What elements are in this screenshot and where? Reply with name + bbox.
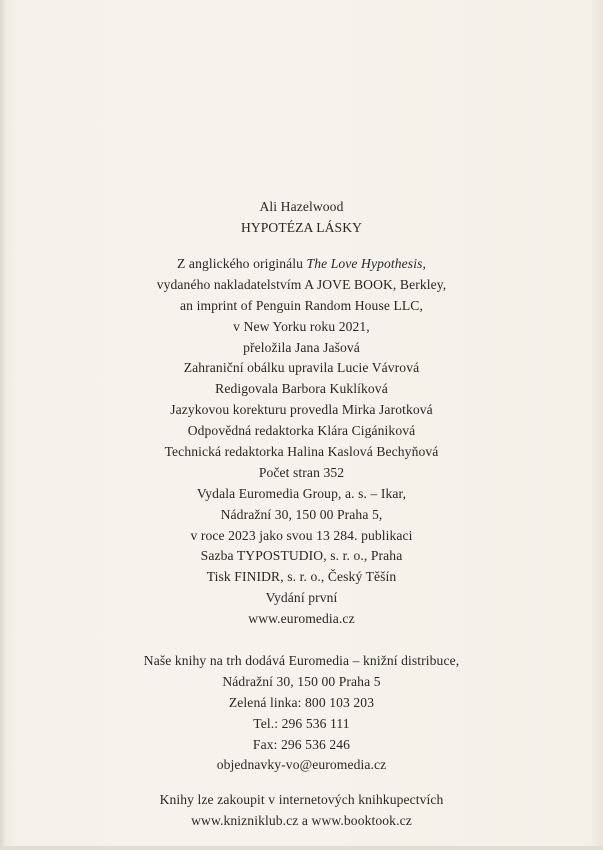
colophon-line: Redigovala Barbora Kuklíková bbox=[215, 381, 388, 397]
shops-line: Knihy lze zakoupit v internetových knihkupectvích bbox=[159, 792, 444, 807]
colophon-line: v New Yorku roku 2021, bbox=[233, 318, 370, 334]
original-prefix: Z anglického originálu bbox=[177, 256, 307, 271]
colophon-line: přeložila Jana Jašová bbox=[243, 339, 360, 355]
author-name: Ali Hazelwood bbox=[259, 199, 344, 214]
colophon-line: Odpovědná redaktorka Klára Cigániková bbox=[187, 423, 416, 439]
hotline: Zelená linka: 800 103 203 bbox=[228, 694, 375, 710]
colophon-line: Tisk FINIDR, s. r. o., Český Těšín bbox=[206, 569, 397, 585]
distribution-block bbox=[0, 651, 603, 776]
colophon-line: Jazykovou korekturu provedla Mirka Jarotková bbox=[170, 402, 433, 418]
book-title: HYPOTÉZA LÁSKY bbox=[240, 219, 363, 235]
title-block bbox=[0, 197, 603, 239]
distribution-line: Naše knihy na trh dodává Euromedia – knižní distribuce, bbox=[143, 653, 460, 668]
colophon-line: Nádražní 30, 150 00 Praha 5, bbox=[220, 506, 383, 522]
colophon-line: Zahraniční obálku upravila Lucie Vávrová bbox=[183, 360, 420, 376]
colophon-line: vydaného nakladatelstvím A JOVE BOOK, Berkley, bbox=[156, 276, 447, 292]
distribution-line: Nádražní 30, 150 00 Praha 5 bbox=[222, 673, 381, 689]
publisher-website: www.euromedia.cz bbox=[248, 611, 355, 627]
original-title-line bbox=[0, 254, 603, 275]
original-suffix: , bbox=[422, 256, 426, 271]
colophon-block bbox=[0, 254, 603, 630]
colophon-line: Sazba TYPOSTUDIO, s. r. o., Praha bbox=[200, 548, 403, 564]
original-title: The Love Hypothesis bbox=[306, 256, 423, 271]
colophon-line: Technická redaktorka Halina Kaslová Bechyňová bbox=[164, 444, 439, 460]
page-bottom-edge bbox=[0, 846, 603, 850]
colophon-line: Vydala Euromedia Group, a. s. – Ikar, bbox=[196, 485, 407, 501]
colophon-line: an imprint of Penguin Random House LLC, bbox=[180, 297, 423, 313]
colophon-line: Vydání první bbox=[265, 590, 338, 606]
colophon-line: Počet stran 352 bbox=[258, 464, 345, 480]
fax: Fax: 296 536 246 bbox=[252, 736, 351, 752]
shops-urls: www.knizniklub.cz a www.booktook.cz bbox=[191, 812, 412, 828]
phone: Tel.: 296 536 111 bbox=[253, 715, 350, 731]
order-email: objednavky-vo@euromedia.cz bbox=[216, 757, 387, 773]
colophon-line: v roce 2023 jako svou 13 284. publikaci bbox=[190, 527, 413, 543]
online-shops-block bbox=[0, 790, 603, 832]
